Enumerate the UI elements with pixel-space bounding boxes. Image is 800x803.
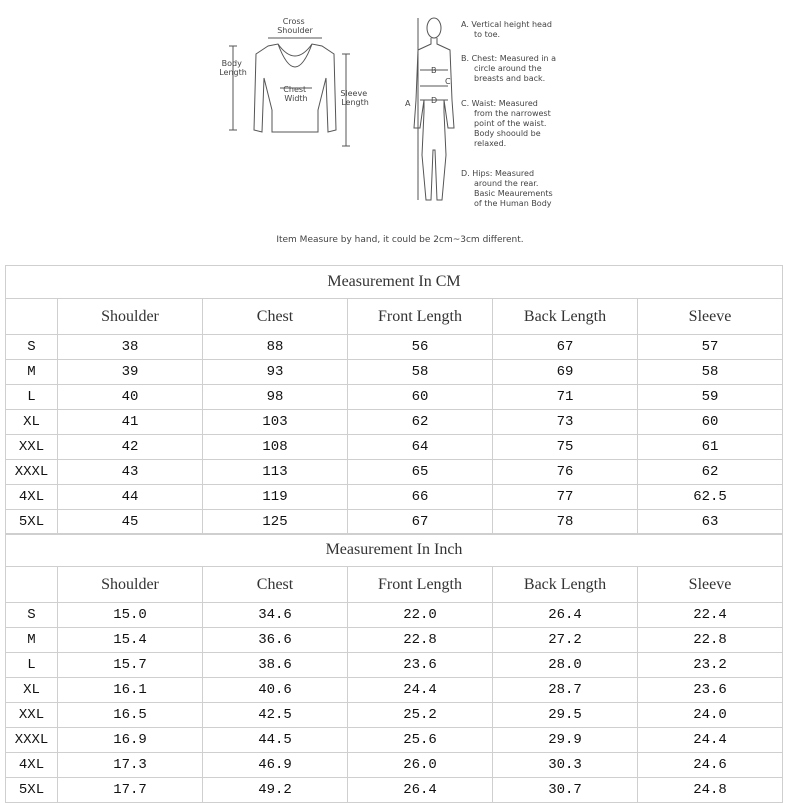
note-height: A. Vertical height head to toe.	[461, 20, 552, 39]
size-label: XXL	[6, 703, 58, 728]
header-chest: Chest	[203, 299, 348, 335]
table-cell: 22.4	[638, 603, 783, 628]
table-cell: 66	[348, 485, 493, 510]
table-cell: 62	[638, 460, 783, 485]
table-cell: 113	[203, 460, 348, 485]
table-cell: 88	[203, 335, 348, 360]
table-row	[6, 703, 783, 728]
chest-width-label: Chest Width	[283, 85, 308, 103]
cross-shoulder-label: Cross Shoulder	[277, 17, 313, 35]
table-cell: 69	[493, 360, 638, 385]
table-cell: 41	[58, 410, 203, 435]
table-row	[6, 460, 783, 485]
table-row	[6, 510, 783, 535]
header-back-length: Back Length	[493, 299, 638, 335]
table-cell: 17.3	[58, 753, 203, 778]
table-cell: 27.2	[493, 628, 638, 653]
table-row	[6, 603, 783, 628]
table-row	[6, 678, 783, 703]
table-cell: 15.7	[58, 653, 203, 678]
table-cell: 43	[58, 460, 203, 485]
table-cell: 77	[493, 485, 638, 510]
cm-table-title: Measurement In CM	[6, 266, 783, 299]
size-label: XXXL	[6, 728, 58, 753]
table-cell: 64	[348, 435, 493, 460]
table-cell: 26.4	[493, 603, 638, 628]
table-cell: 22.8	[348, 628, 493, 653]
table-cell: 26.4	[348, 778, 493, 803]
table-cell: 44.5	[203, 728, 348, 753]
table-cell: 42	[58, 435, 203, 460]
table-cell: 22.0	[348, 603, 493, 628]
size-label: XL	[6, 678, 58, 703]
table-row	[6, 778, 783, 803]
table-cell: 59	[638, 385, 783, 410]
size-label: 5XL	[6, 510, 58, 535]
table-cell: 16.5	[58, 703, 203, 728]
table-cell: 29.9	[493, 728, 638, 753]
table-cell: 15.4	[58, 628, 203, 653]
table-row	[6, 435, 783, 460]
cm-table-header	[6, 299, 783, 335]
size-label: M	[6, 360, 58, 385]
header-chest: Chest	[203, 567, 348, 603]
table-cell: 24.8	[638, 778, 783, 803]
table-cell: 24.4	[638, 728, 783, 753]
header-size	[6, 299, 58, 335]
size-label: XXXL	[6, 460, 58, 485]
table-cell: 24.4	[348, 678, 493, 703]
note-hips: D. Hips: Measured around the rear. Basic Meaurements of the Human Body	[461, 169, 553, 208]
table-cell: 30.7	[493, 778, 638, 803]
sleeve-length-label: Sleeve Length	[340, 89, 369, 107]
table-cell: 42.5	[203, 703, 348, 728]
table-cell: 38	[58, 335, 203, 360]
size-label: XL	[6, 410, 58, 435]
header-shoulder: Shoulder	[58, 567, 203, 603]
size-label: L	[6, 385, 58, 410]
header-front-length: Front Length	[348, 567, 493, 603]
body-figure	[414, 18, 454, 200]
table-cell: 57	[638, 335, 783, 360]
table-row	[6, 653, 783, 678]
table-cell: 39	[58, 360, 203, 385]
table-cell: 40	[58, 385, 203, 410]
table-cell: 65	[348, 460, 493, 485]
table-row	[6, 360, 783, 385]
table-cell: 25.6	[348, 728, 493, 753]
table-cell: 49.2	[203, 778, 348, 803]
header-size	[6, 567, 58, 603]
size-label: M	[6, 628, 58, 653]
table-cell: 76	[493, 460, 638, 485]
table-cell: 16.1	[58, 678, 203, 703]
header-back-length: Back Length	[493, 567, 638, 603]
table-row	[6, 485, 783, 510]
table-cell: 36.6	[203, 628, 348, 653]
table-cell: 15.0	[58, 603, 203, 628]
table-cell: 108	[203, 435, 348, 460]
table-cell: 24.0	[638, 703, 783, 728]
table-cell: 93	[203, 360, 348, 385]
table-row	[6, 753, 783, 778]
size-label: XXL	[6, 435, 58, 460]
table-row	[6, 728, 783, 753]
body-letter-c: C	[445, 77, 451, 86]
header-sleeve: Sleeve	[638, 567, 783, 603]
note-waist: C. Waist: Measured from the narrowest point of the waist. Body shoould be relaxed.	[461, 99, 551, 148]
table-cell: 44	[58, 485, 203, 510]
table-cell: 34.6	[203, 603, 348, 628]
cm-size-table	[5, 265, 783, 535]
table-cell: 23.6	[348, 653, 493, 678]
size-label: S	[6, 603, 58, 628]
body-letter-d: D	[431, 96, 438, 105]
table-cell: 62	[348, 410, 493, 435]
table-row	[6, 628, 783, 653]
table-cell: 60	[638, 410, 783, 435]
table-cell: 25.2	[348, 703, 493, 728]
body-letter-b: B	[431, 66, 437, 75]
table-cell: 63	[638, 510, 783, 535]
header-sleeve: Sleeve	[638, 299, 783, 335]
size-label: L	[6, 653, 58, 678]
table-cell: 73	[493, 410, 638, 435]
table-cell: 58	[638, 360, 783, 385]
table-cell: 22.8	[638, 628, 783, 653]
table-cell: 45	[58, 510, 203, 535]
inch-table-title: Measurement In Inch	[6, 534, 783, 567]
header-front-length: Front Length	[348, 299, 493, 335]
body-letter-a: A	[405, 99, 411, 108]
table-cell: 78	[493, 510, 638, 535]
table-cell: 98	[203, 385, 348, 410]
measure-note: Item Measure by hand, it could be 2cm~3cm different.	[276, 235, 524, 245]
table-cell: 23.2	[638, 653, 783, 678]
table-cell: 75	[493, 435, 638, 460]
table-cell: 67	[493, 335, 638, 360]
table-cell: 28.7	[493, 678, 638, 703]
table-cell: 103	[203, 410, 348, 435]
table-cell: 24.6	[638, 753, 783, 778]
size-label: 4XL	[6, 753, 58, 778]
table-cell: 40.6	[203, 678, 348, 703]
body-length-label: Body Length	[219, 59, 247, 77]
table-row	[6, 335, 783, 360]
measurement-illustration	[0, 0, 800, 260]
table-cell: 62.5	[638, 485, 783, 510]
size-label: S	[6, 335, 58, 360]
table-cell: 61	[638, 435, 783, 460]
table-cell: 119	[203, 485, 348, 510]
note-chest: B. Chest: Measured in a circle around the breasts and back.	[461, 54, 557, 83]
size-label: 5XL	[6, 778, 58, 803]
table-row	[6, 410, 783, 435]
inch-size-table	[5, 533, 783, 803]
table-cell: 29.5	[493, 703, 638, 728]
size-label: 4XL	[6, 485, 58, 510]
table-cell: 30.3	[493, 753, 638, 778]
table-cell: 28.0	[493, 653, 638, 678]
table-cell: 60	[348, 385, 493, 410]
inch-table-header	[6, 567, 783, 603]
table-cell: 38.6	[203, 653, 348, 678]
header-shoulder: Shoulder	[58, 299, 203, 335]
table-cell: 16.9	[58, 728, 203, 753]
table-cell: 71	[493, 385, 638, 410]
table-cell: 58	[348, 360, 493, 385]
table-cell: 67	[348, 510, 493, 535]
table-cell: 23.6	[638, 678, 783, 703]
table-cell: 56	[348, 335, 493, 360]
table-cell: 26.0	[348, 753, 493, 778]
table-cell: 46.9	[203, 753, 348, 778]
table-cell: 17.7	[58, 778, 203, 803]
table-cell: 125	[203, 510, 348, 535]
table-row	[6, 385, 783, 410]
